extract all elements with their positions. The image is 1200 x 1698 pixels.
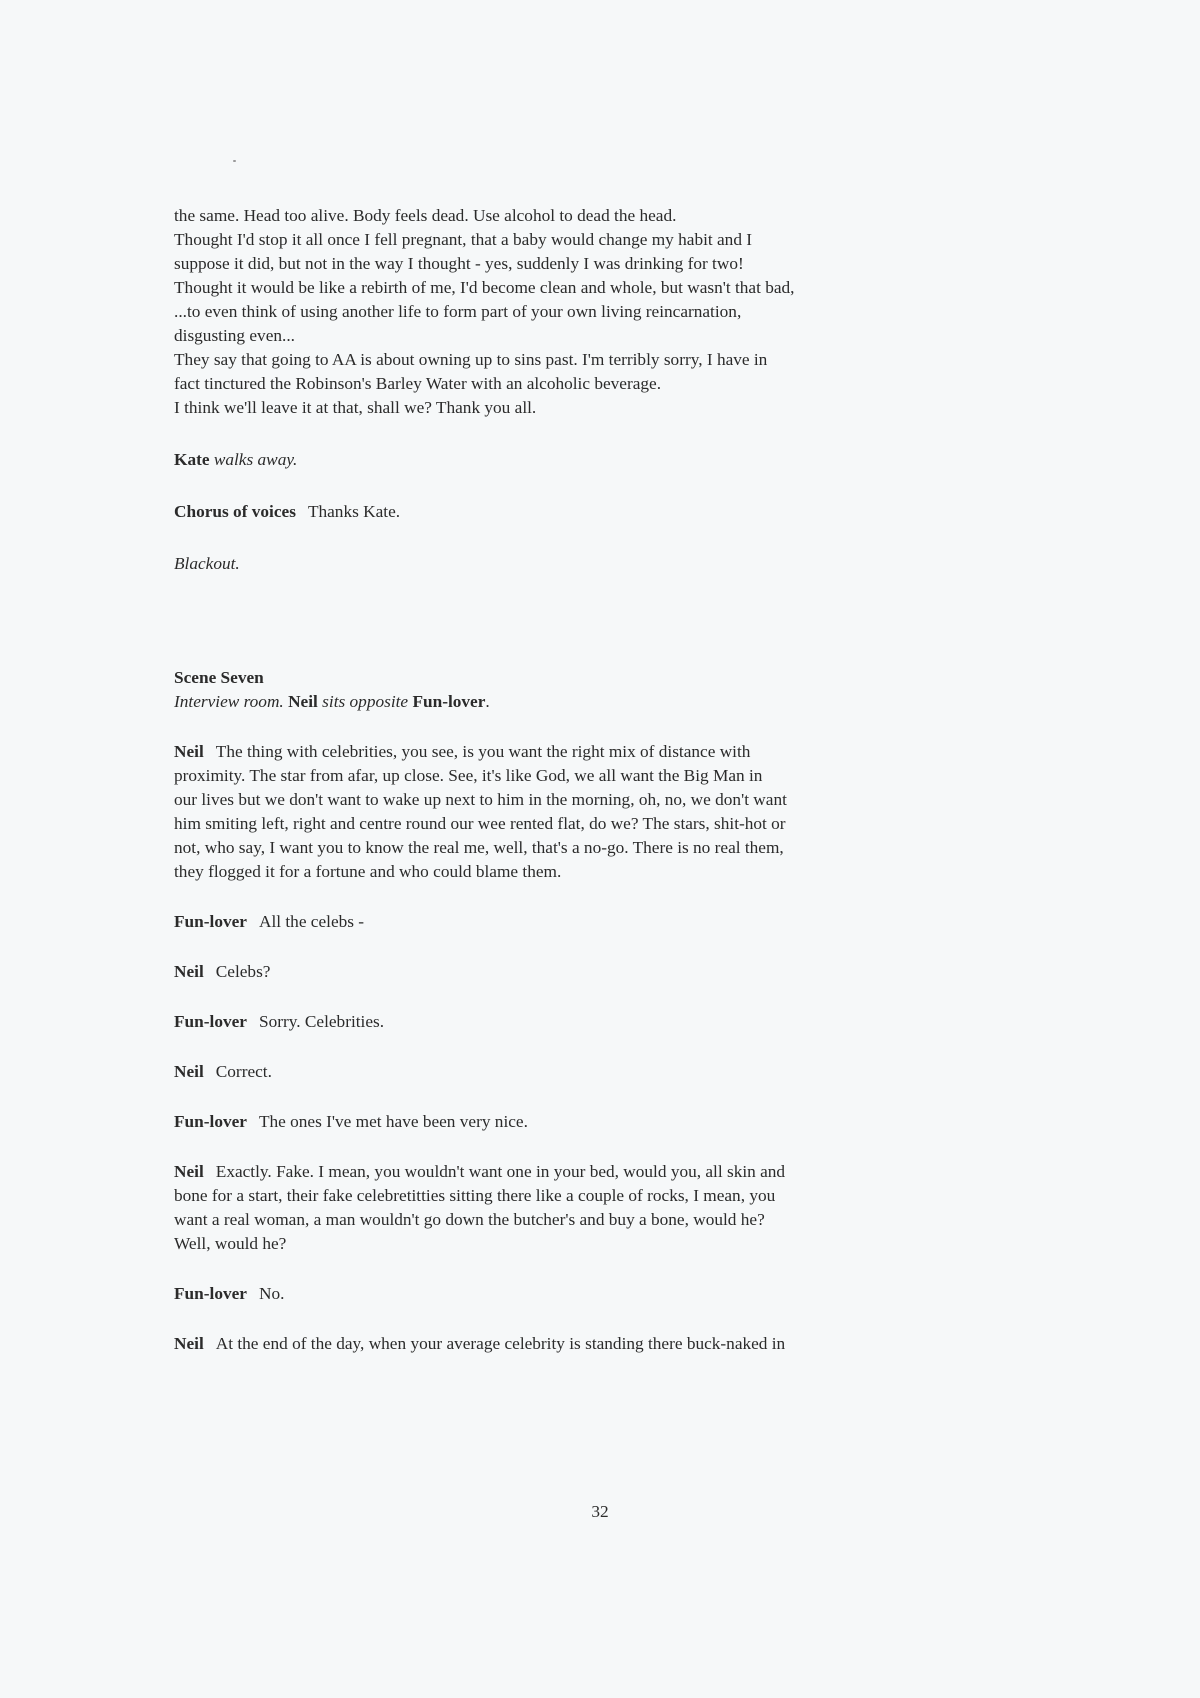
monologue-line: Thought it would be like a rebirth of me, I'd become clean and whole, but wasn't that bad, — [174, 278, 795, 297]
character-name: Fun-lover — [174, 1112, 247, 1131]
dialogue-block — [174, 960, 1034, 984]
dialogue-block — [174, 1160, 1034, 1256]
dialogue-block — [174, 1010, 1034, 1034]
dialogue-line: him smiting left, right and centre round our wee rented flat, do we? The stars, shit-hot or — [174, 814, 786, 833]
dialogue-block — [174, 1282, 1034, 1306]
dialogue-line: not, who say, I want you to know the real me, well, that's a no-go. There is no real them, — [174, 838, 784, 857]
dialogue-line: bone for a start, their fake celebretitties sitting there like a couple of rocks, I mean, you — [174, 1186, 776, 1205]
character-name: Neil — [288, 692, 318, 711]
stage-direction: Blackout. — [174, 554, 240, 573]
character-name: Neil — [174, 1334, 204, 1353]
dialogue-block — [174, 1332, 1034, 1356]
scene-title: Scene Seven — [174, 668, 264, 687]
stage-direction: sits opposite — [322, 692, 409, 711]
page-number: 32 — [591, 1502, 609, 1521]
monologue-line: disgusting even... — [174, 326, 295, 345]
page-content — [174, 204, 1034, 1356]
monologue-line: the same. Head too alive. Body feels dead. Use alcohol to dead the head. — [174, 206, 677, 225]
dialogue-line: proximity. The star from afar, up close. See, it's like God, we all want the Big Man in — [174, 766, 763, 785]
dialogue-block — [174, 1110, 1034, 1134]
blackout-direction — [174, 552, 1034, 576]
character-name: Fun-lover — [174, 1284, 247, 1303]
monologue-line: suppose it did, but not in the way I thought - yes, suddenly I was drinking for two! — [174, 254, 744, 273]
monologue-line: ...to even think of using another life to form part of your own living reincarnation, — [174, 302, 742, 321]
dialogue-text: Thanks Kate. — [307, 502, 401, 521]
character-name: Neil — [174, 962, 204, 981]
monologue-line: I think we'll leave it at that, shall we? Thank you all. — [174, 398, 537, 417]
dialogue-line: they flogged it for a fortune and who could blame them. — [174, 862, 562, 881]
stage-direction: walks away. — [213, 450, 298, 469]
character-name: Neil — [174, 1162, 204, 1181]
dialogue-line: No. — [258, 1284, 285, 1303]
scene-setting — [174, 690, 1034, 714]
scan-speck — [233, 160, 236, 162]
dialogue-block — [174, 740, 1034, 884]
setting-text: Interview room. — [174, 692, 284, 711]
dialogue-line: The ones I've met have been very nice. — [258, 1112, 528, 1131]
dialogue-line: All the celebs - — [258, 912, 365, 931]
character-name: Fun-lover — [174, 1012, 247, 1031]
stage-direction-kate — [174, 448, 1034, 472]
character-name: Fun-lover — [412, 692, 486, 711]
dialogue-line: Well, would he? — [174, 1234, 287, 1253]
dialogue-line: Sorry. Celebrities. — [258, 1012, 385, 1031]
monologue-continuation — [174, 204, 1034, 420]
dialogue-block — [174, 910, 1034, 934]
dialogue-line: Correct. — [215, 1062, 272, 1081]
monologue-line: Thought I'd stop it all once I fell pregnant, that a baby would change my habit and I — [174, 230, 753, 249]
scene-heading — [174, 666, 1034, 714]
dialogue-line: At the end of the day, when your average celebrity is standing there buck-naked in — [215, 1334, 786, 1353]
monologue-line: fact tinctured the Robinson's Barley Water with an alcoholic beverage. — [174, 374, 662, 393]
dialogue-line: The thing with celebrities, you see, is you want the right mix of distance with — [215, 742, 751, 761]
dialogue-line: want a real woman, a man wouldn't go down the butcher's and buy a bone, would he? — [174, 1210, 765, 1229]
character-name: Chorus of voices — [174, 502, 296, 521]
character-name: Kate — [174, 450, 210, 469]
chorus-line — [174, 500, 1034, 524]
dialogue-line: Exactly. Fake. I mean, you wouldn't want one in your bed, would you, all skin and — [215, 1162, 786, 1181]
character-name: Neil — [174, 1062, 204, 1081]
dialogue-block — [174, 1060, 1034, 1084]
character-name: Fun-lover — [174, 912, 247, 931]
dialogue-line: our lives but we don't want to wake up next to him in the morning, oh, no, we don't want — [174, 790, 787, 809]
dialogue-line: Celebs? — [215, 962, 271, 981]
punctuation: . — [485, 692, 490, 711]
character-name: Neil — [174, 742, 204, 761]
monologue-line: They say that going to AA is about owning up to sins past. I'm terribly sorry, I have in — [174, 350, 768, 369]
